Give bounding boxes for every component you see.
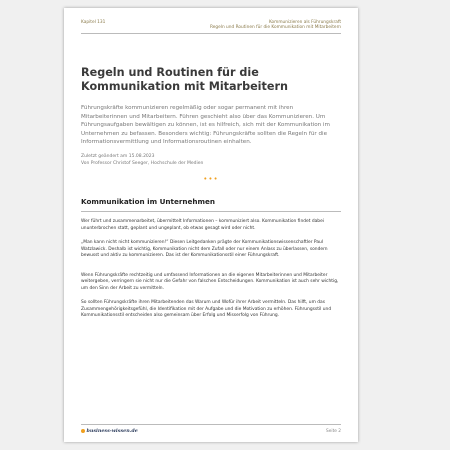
chapter-label: Kapitel 131: [81, 20, 106, 25]
body-paragraph: So sollten Führungskräfte ihren Mitarbeitenden das Warum und Wofür ihrer Arbeit vermitteln. Das hilft, um das Zusammengehörigkeitsgefühl, die Identifikation mit der Aufgabe und die Motivation zu erhöhen. Führungsstil und Kommunikationsstil entscheiden also gemeinsam über Erfolg und Misserfolg von Führung.: [81, 300, 332, 319]
header-topic: Kommunizieren als Führungskraft: [268, 20, 341, 25]
brand-logo: [81, 428, 138, 434]
page-header: [81, 20, 341, 34]
brand-dot-icon: [81, 429, 85, 433]
header-subtitle: Regeln und Routinen für die Kommunikation mit Mitarbeitern: [209, 25, 341, 31]
brand-name: business-wissen.de: [86, 428, 138, 434]
separator-dots: •••: [203, 175, 219, 184]
header-right: [210, 20, 341, 31]
updated-date: Zuletzt geändert am 15.08.2023: [81, 154, 155, 160]
section-heading: Kommunikation im Unternehmen: [81, 197, 341, 212]
author-line: Von Professor Christof Seeger, Hochschule der Medien: [81, 161, 204, 167]
body-paragraph: Wenn Führungskräfte rechtzeitig und umfassend Informationen an die eigenen Mitarbeiterinnen und Mitarbeiter weitergeben, verringern sie nicht nur die Gefahr von falschen Entscheidungen. Kommunikation ist auch sehr wichtig, um den Sinn der Arbeit zu vermitteln.: [81, 272, 339, 292]
section-body: [81, 219, 341, 320]
body-paragraph: „Man kann nicht nicht kommunizieren!“ Diesen Leitgedanken prägte der Kommunikationswissenschaftler Paul Watzlawick. Deshalb ist wichtig, Kommunikation nicht dem Zufall oder nur einem Anlass zu überlassen, sondern bewusst und aktiv zu kommunizieren. Das ist der Kommunikationsstil einer Führungskraft.: [81, 239, 328, 259]
page-number: Seite 2: [326, 428, 341, 434]
document-page: [64, 8, 358, 442]
page-title: Regeln und Routinen für die Kommunikation mit Mitarbeitern: [81, 65, 288, 94]
body-paragraph: Wer führt und zusammenarbeitet, übermittelt Informationen – kommuniziert also. Kommunikation findet dabei ununterbrochen statt, geplant und ungeplant, ob etwas gesagt wird oder nicht.: [81, 219, 325, 231]
page-footer: [81, 424, 341, 434]
article-meta: [81, 154, 341, 168]
intro-paragraph: Führungskräfte kommunizieren regelmäßig oder sogar permanent mit ihren Mitarbeiterinnen und Mitarbeitern. Führen geschieht also über das Kommunizieren. Um Führungsaufgaben bewältigen zu können, ist es hilfreich, sich mit der Kommunikation im Unternehmen zu befassen. Besonders wichtig: Führungskräfte sollten die Regeln für die Informationsvermittlung und Informationsroutinen einhalten.: [81, 105, 330, 145]
